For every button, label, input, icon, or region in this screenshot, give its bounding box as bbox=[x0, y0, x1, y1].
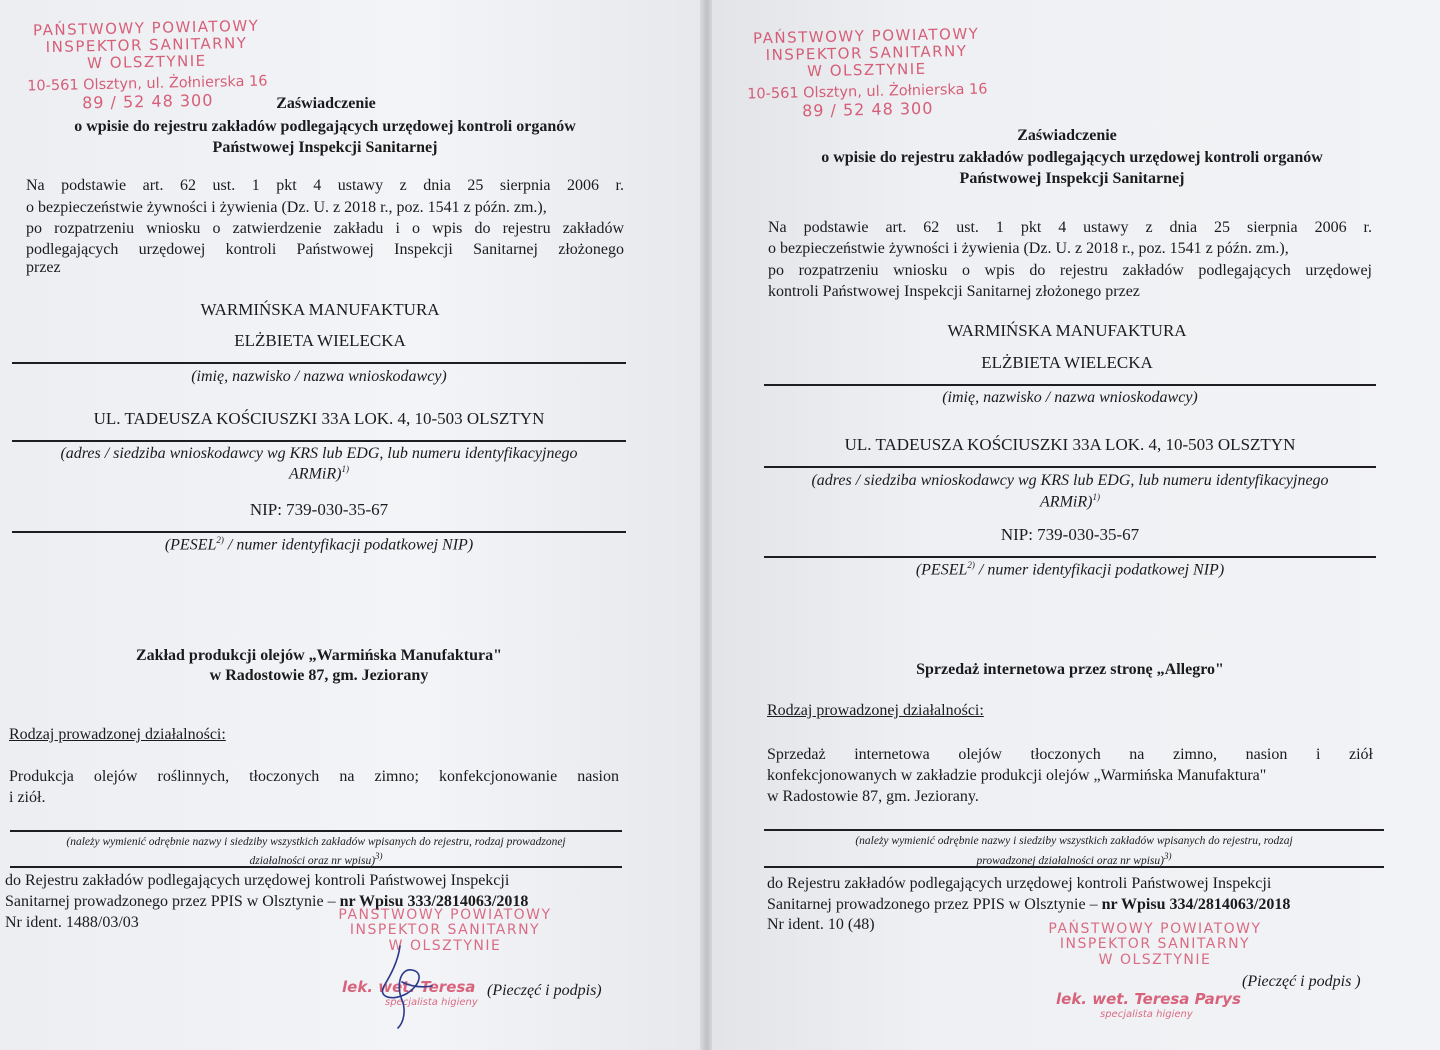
intro-line: Na podstawie art. 62 ust. 1 pkt 4 ustawy z dnia 25 sierpnia 2006 r. bbox=[768, 219, 1372, 236]
signature-icon bbox=[360, 942, 450, 1032]
field-caption bbox=[764, 492, 1376, 511]
intro-line: kontroli Państwowej Inspekcji Sanitarnej złożonego przez bbox=[768, 283, 1140, 300]
doctor-name: lek. wet. Teresa Parys bbox=[1056, 990, 1241, 1008]
stamp-line: INSPEKTOR SANITARNY bbox=[349, 922, 541, 939]
footnote-text: (należy wymienić odrębnie nazwy i siedziby wszystkich zakładów wpisanych do rejestru, rodzaj prowadzonej bbox=[66, 836, 566, 848]
intro-line: podlegających urzędowej kontroli Państwowej Inspekcji Sanitarnej złożonego bbox=[26, 241, 624, 258]
divider-line bbox=[764, 384, 1376, 386]
activity-text: w Radostowie 87, gm. Jeziorany. bbox=[767, 788, 979, 805]
seal-signature-label: (Pieczęć i podpis) bbox=[487, 982, 602, 999]
field-caption: (imię, nazwisko / nazwa wnioskodawcy) bbox=[191, 368, 447, 385]
field-caption bbox=[764, 560, 1376, 579]
divider-line bbox=[764, 866, 1384, 868]
stamp-line: 10-561 Olsztyn, ul. Żołnierska 16 bbox=[747, 81, 988, 103]
intro-line: o bezpieczeństwie żywności i żywienia (Dz. U. z 2018 r., poz. 1541 z późn. zm.), bbox=[26, 199, 547, 216]
activity-text: i ziół. bbox=[9, 789, 46, 806]
doc-title: Zaświadczenie bbox=[276, 95, 376, 112]
registry-number: nr Wpisu 333/2814063/2018 bbox=[339, 893, 529, 910]
doc-title: Zaświadczenie bbox=[1017, 127, 1117, 144]
facility-name: Sprzedaż internetowa przez stronę „Allegro" bbox=[916, 661, 1224, 678]
field-caption: (imię, nazwisko / nazwa wnioskodawcy) bbox=[942, 389, 1198, 406]
activity-text: konfekcjonowanych w zakładzie produkcji olejów „Warmińska Manufaktura" bbox=[767, 767, 1267, 784]
certificate-right bbox=[712, 0, 1440, 1050]
facility-address: w Radostowie 87, gm. Jeziorany bbox=[209, 667, 429, 684]
doc-subtitle: o wpisie do rejestru zakładów podlegających urzędowej kontroli organów bbox=[821, 149, 1323, 166]
activity-text: Sprzedaż internetowa olejów tłoczonych na zimno, nasion i ziół bbox=[767, 746, 1373, 763]
facility-name: Zakład produkcji olejów „Warmińska Manufaktura" bbox=[136, 647, 502, 664]
activity-label: Rodzaj prowadzonej działalności: bbox=[9, 726, 226, 743]
registry-text bbox=[767, 896, 1290, 914]
nip-number: NIP: 739-030-35-67 bbox=[1000, 525, 1140, 544]
nip-number: NIP: 739-030-35-67 bbox=[249, 500, 389, 519]
stamp-line: 89 / 52 48 300 bbox=[801, 98, 934, 120]
intro-line: Na podstawie art. 62 ust. 1 pkt 4 ustawy z dnia 25 sierpnia 2006 r. bbox=[26, 177, 624, 194]
intro-line: przez bbox=[26, 259, 61, 276]
stamp-line: 89 / 52 48 300 bbox=[81, 90, 214, 112]
applicant-address: UL. TADEUSZA KOŚCIUSZKI 33A LOK. 4, 10-503 OLSZTYN bbox=[844, 435, 1296, 454]
divider-line bbox=[764, 829, 1384, 831]
stamp-line: W OLSZTYNIE bbox=[86, 51, 207, 72]
intro-line: po rozpatrzeniu wniosku o wpis do rejestru zakładów podlegających urzędowej bbox=[768, 262, 1372, 279]
stamp-line: W OLSZTYNIE bbox=[388, 937, 502, 954]
doc-subtitle: Państwowej Inspekcji Sanitarnej bbox=[212, 139, 438, 156]
stamp-line: PAŃSTWOWY POWIATOWY bbox=[338, 907, 552, 923]
footnote-ref: 3) bbox=[1163, 851, 1172, 861]
stamp-line: PAŃSTWOWY POWIATOWY bbox=[1048, 921, 1262, 937]
stamp-line: PAŃSTWOWY POWIATOWY bbox=[752, 24, 980, 48]
divider-line bbox=[10, 830, 622, 832]
specialist-title: specjalista higieny bbox=[1100, 1009, 1193, 1020]
applicant-name: WARMIŃSKA MANUFAKTURA bbox=[200, 300, 440, 319]
applicant-name: ELŻBIETA WIELECKA bbox=[234, 331, 406, 350]
activity-text: Produkcja olejów roślinnych, tłoczonych na zimno; konfekcjonowanie nasion bbox=[9, 768, 619, 785]
signature-stamp bbox=[1030, 922, 1280, 968]
registry-text: do Rejestru zakładów podlegających urzędowej kontroli Państwowej Inspekcji bbox=[767, 875, 1272, 892]
stamp-line: INSPEKTOR SANITARNY bbox=[45, 33, 248, 56]
footnote-text: (należy wymienić odrębnie nazwy i siedziby wszystkich zakładów wpisanych do rejestru, rodzaj bbox=[855, 835, 1293, 847]
footnote-text bbox=[10, 851, 622, 867]
stamp-line: 10-561 Olsztyn, ul. Żołnierska 16 bbox=[27, 73, 268, 95]
stamp-line: INSPEKTOR SANITARNY bbox=[1059, 936, 1251, 953]
caption-text: / numer identyfikacji podatkowej NIP) bbox=[974, 561, 1225, 579]
registry-text: do Rejestru zakładów podlegających urzędowej kontroli Państwowej Inspekcji bbox=[5, 872, 510, 889]
divider-line bbox=[12, 440, 626, 442]
divider-line bbox=[10, 866, 622, 868]
field-caption: (adres / siedziba wnioskodawcy wg KRS lub EDG, lub numeru identyfikacyjnego bbox=[811, 472, 1329, 489]
footnote-ref: 3) bbox=[375, 851, 383, 861]
seal-signature-label: (Pieczęć i podpis ) bbox=[1242, 973, 1361, 990]
footnote-ref: 2) bbox=[216, 535, 224, 545]
stamp-line: PAŃSTWOWY POWIATOWY bbox=[32, 16, 260, 40]
official-stamp bbox=[741, 25, 993, 121]
caption-text: (PESEL bbox=[164, 536, 217, 554]
footnote-ref: 1) bbox=[1092, 492, 1100, 502]
stamp-line: INSPEKTOR SANITARNY bbox=[765, 41, 968, 64]
doctor-name: lek. wet. Teresa bbox=[342, 978, 476, 996]
divider-line bbox=[764, 556, 1376, 558]
field-caption: (adres / siedziba wnioskodawcy wg KRS lub EDG, lub numeru identyfikacyjnego bbox=[60, 445, 578, 462]
caption-text: działalności oraz nr wpisu) bbox=[249, 854, 376, 867]
intro-line: po rozpatrzeniu wniosku o zatwierdzenie zakładu i o wpis do rejestru zakładów bbox=[26, 220, 624, 237]
field-caption bbox=[12, 535, 626, 554]
footnote-ref: 2) bbox=[967, 560, 975, 570]
footnote-text bbox=[764, 851, 1384, 867]
divider-line bbox=[764, 466, 1376, 468]
intro-line: o bezpieczeństwie żywności i żywienia (Dz. U. z 2018 r., poz. 1541 z późn. zm.), bbox=[768, 240, 1289, 257]
doc-subtitle: o wpisie do rejestru zakładów podlegających urzędowej kontroli organów bbox=[74, 118, 576, 135]
divider-line bbox=[12, 362, 626, 364]
caption-text: prowadzonej działalności oraz nr wpisu) bbox=[976, 854, 1164, 867]
caption-text: / numer identyfikacji podatkowej NIP) bbox=[223, 536, 474, 554]
registry-prefix: Sanitarnej prowadzonego przez PPIS w Olsztynie – bbox=[5, 893, 340, 910]
activity-label: Rodzaj prowadzonej działalności: bbox=[767, 702, 984, 719]
stamp-line: W OLSZTYNIE bbox=[806, 59, 927, 80]
footnote-ref: 1) bbox=[341, 464, 349, 474]
ident-number: Nr ident. 10 (48) bbox=[767, 916, 875, 933]
applicant-name: WARMIŃSKA MANUFAKTURA bbox=[947, 321, 1187, 340]
doc-subtitle: Państwowej Inspekcji Sanitarnej bbox=[959, 170, 1185, 187]
stamp-line: W OLSZTYNIE bbox=[1098, 951, 1212, 968]
ident-number: Nr ident. 1488/03/03 bbox=[5, 914, 139, 931]
registry-prefix: Sanitarnej prowadzonego przez PPIS w Olsztynie – bbox=[767, 896, 1102, 913]
caption-text: (PESEL bbox=[915, 561, 968, 579]
specialist-title: specjalista higieny bbox=[385, 997, 478, 1008]
field-caption bbox=[12, 464, 626, 483]
certificate-left bbox=[0, 0, 708, 1050]
applicant-name: ELŻBIETA WIELECKA bbox=[981, 353, 1153, 372]
caption-text: ARMiR) bbox=[1040, 493, 1093, 511]
divider-line bbox=[12, 531, 626, 533]
applicant-address: UL. TADEUSZA KOŚCIUSZKI 33A LOK. 4, 10-503 OLSZTYN bbox=[93, 409, 545, 428]
registry-number: nr Wpisu 334/2814063/2018 bbox=[1101, 896, 1291, 913]
caption-text: ARMiR) bbox=[289, 465, 342, 483]
